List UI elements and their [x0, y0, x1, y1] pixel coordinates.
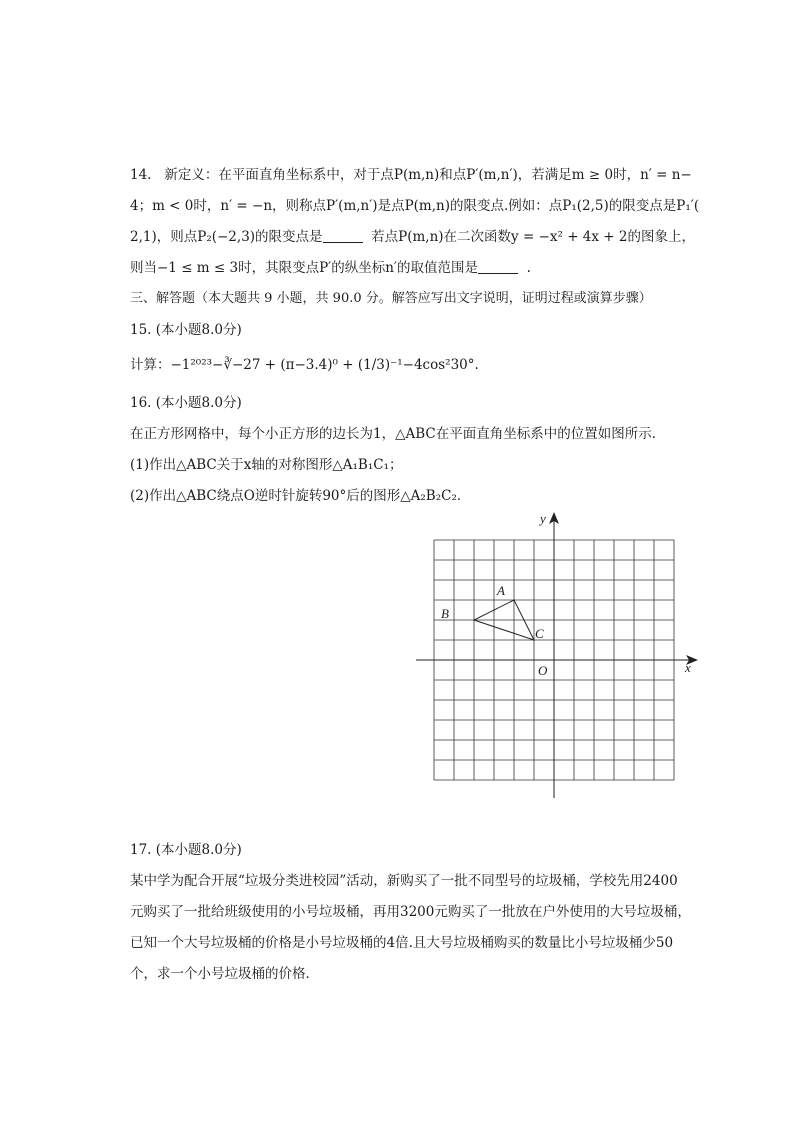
- label-a: A: [497, 583, 505, 598]
- q17-text-4: 个，求一个小号垃圾桶的价格．: [130, 966, 319, 982]
- q15-header: [130, 320, 242, 340]
- q16-intro-text: 在正方形网格中，每个小正方形的边长为1，△ABC在平面直角坐标系中的位置如图所示．: [130, 426, 666, 442]
- q16-part-2-text: (2)作出△ABC绕点O逆时针旋转90°后的图形△A₂B₂C₂．: [130, 488, 471, 504]
- q15-expression-text: 计算：−1²⁰²³−∛−27 + (π−3.4)⁰ + (1/3)⁻¹−4cos²30°.: [130, 357, 479, 373]
- q17-header: [130, 840, 242, 860]
- q17-line-2: [130, 902, 691, 922]
- q14-line-3: [130, 227, 695, 247]
- label-o: O: [538, 663, 548, 678]
- q16-intro: [130, 424, 665, 444]
- q17-header-text: 17. (本小题8.0分): [130, 842, 242, 858]
- q14-blank-2[interactable]: [478, 259, 518, 274]
- q17-line-4: [130, 964, 319, 984]
- label-x: x: [685, 660, 691, 675]
- q17-line-3: [130, 933, 673, 953]
- q17-line-1: [130, 871, 678, 891]
- q16-part-1-text: (1)作出△ABC关于x轴的对称图形△A₁B₁C₁；: [130, 457, 403, 473]
- section-3-title: [130, 289, 652, 309]
- q14-line-4: [130, 258, 531, 278]
- q14-text-2: 4；m < 0时，n′ = −n，则称点P′(m,n′)是点P(m,n)的限变点.例如：点P₁(2,5)的限变点是P₁′(: [130, 198, 700, 214]
- q14-line-2: [130, 196, 699, 216]
- q14-number: 14.: [130, 167, 152, 183]
- q14-line-1: [130, 165, 692, 185]
- q16-part-2: [130, 486, 470, 506]
- q14-text-3b: 若点P(m,n)在二次函数y = −x² + 4x + 2的图象上，: [371, 229, 695, 245]
- q14-text-4b: .: [526, 260, 531, 276]
- coordinate-grid-figure: [410, 508, 710, 808]
- label-c: C: [535, 626, 544, 641]
- q15-header-text: 15. (本小题8.0分): [130, 322, 242, 338]
- q17-text-1: 某中学为配合开展“垃圾分类进校园”活动，新购买了一批不同型号的垃圾桶，学校先用2400: [130, 873, 678, 889]
- q14-blank-1[interactable]: [323, 228, 363, 243]
- q17-text-3: 已知一个大号垃圾桶的价格是小号垃圾桶的4倍.且大号垃圾桶购买的数量比小号垃圾桶少50: [130, 935, 674, 951]
- q16-part-1: [130, 455, 403, 475]
- q16-header: [130, 393, 242, 413]
- q14-text-4a: 则当−1 ≤ m ≤ 3时，其限变点P′的纵坐标n′的取值范围是: [130, 260, 478, 276]
- axes: [416, 512, 698, 798]
- q16-header-text: 16. (本小题8.0分): [130, 395, 242, 411]
- q14-text-1: 新定义：在平面直角坐标系中，对于点P(m,n)和点P′(m,n′)，若满足m ≥ 0时，n′ = n−: [164, 167, 692, 183]
- q17-text-2: 元购买了一批给班级使用的小号垃圾桶，再用3200元购买了一批放在户外使用的大号垃圾桶，: [130, 904, 691, 920]
- label-b: B: [441, 606, 449, 621]
- label-y: y: [540, 511, 546, 526]
- q15-expression: [130, 355, 479, 375]
- q14-text-3a: 2,1)，则点P₂(−2,3)的限变点是: [130, 229, 323, 245]
- section-3-title-text: 三、解答题（本大题共 9 小题，共 90.0 分。解答应写出文字说明，证明过程或演算步骤）: [130, 291, 652, 306]
